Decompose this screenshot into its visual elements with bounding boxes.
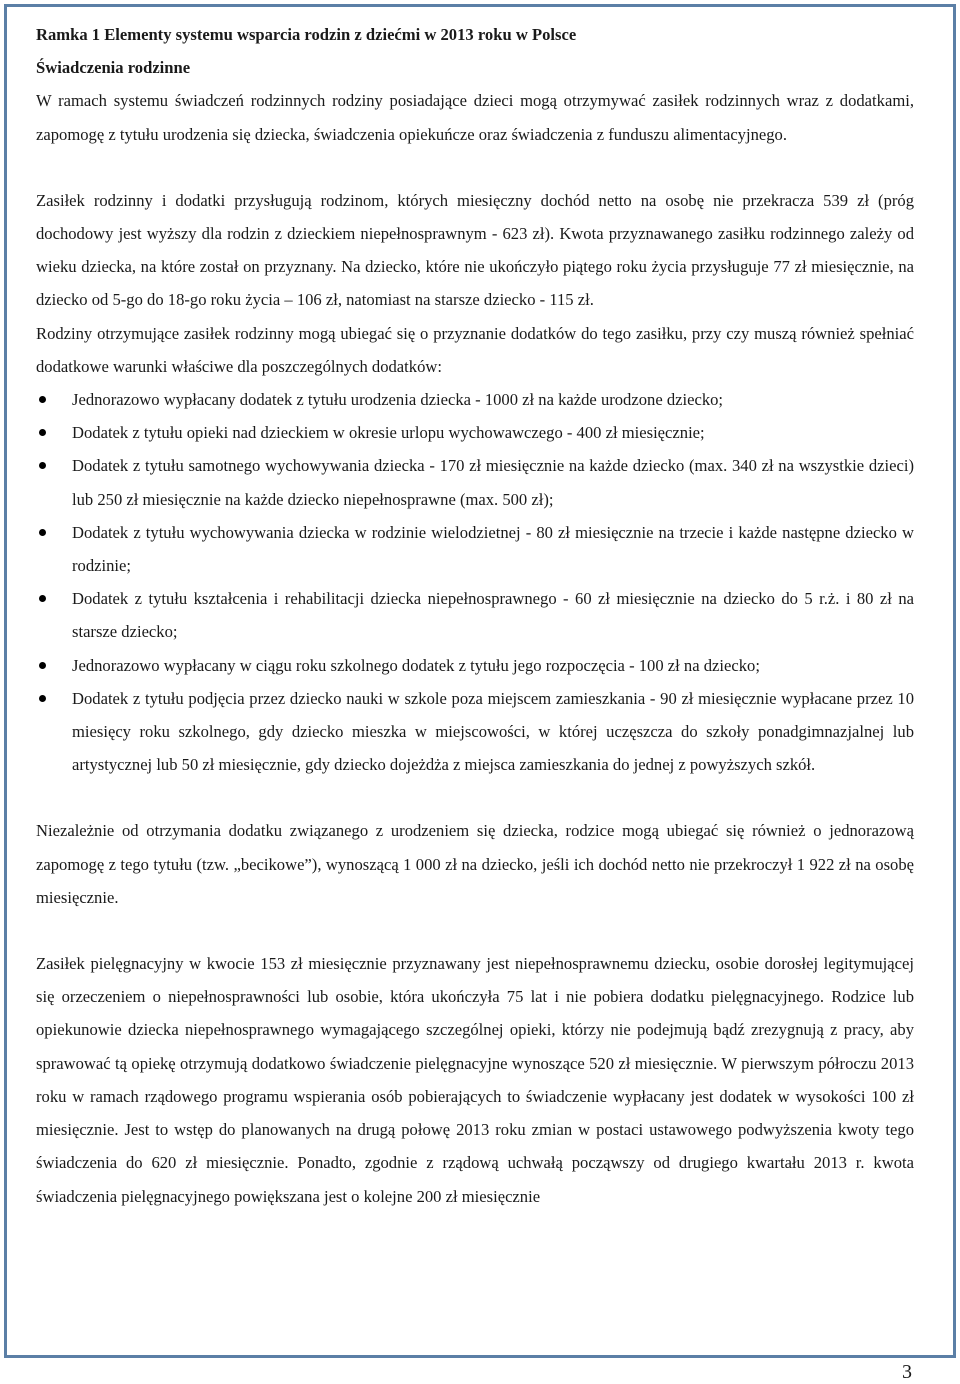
intro-paragraph: W ramach systemu świadczeń rodzinnych rodziny posiadające dzieci mogą otrzymywać zasiłek rodzinnych wraz z dodatkami, zapomogę z tytułu urodzenia się dziecka, świadczenia opiekuńcze oraz świadczenia z funduszu alimentacyjnego. xyxy=(36,91,914,144)
birth-grant-paragraph: Niezależnie od otrzymania dodatku związanego z urodzeniem się dziecka, rodzice mogą ubiegać się również o jednorazową zapomogę z tego tytułu (tzw. „becikowe”), wynoszącą 1 000 zł na dziecko, jeśli ich dochód netto nie przekroczył 1 922 zł na osobę miesięcznie. xyxy=(36,821,914,907)
list-item: Jednorazowo wypłacany w ciągu roku szkolnego dodatek z tytułu jego rozpoczęcia - 100 zł na dziecko; xyxy=(36,649,914,682)
list-item: Jednorazowo wypłacany dodatek z tytułu urodzenia dziecka - 1000 zł na każde urodzone dziecko; xyxy=(36,383,914,416)
list-item: Dodatek z tytułu samotnego wychowywania dziecka - 170 zł miesięcznie na każde dziecko (max. 340 zł na wszystkie dzieci) lub 250 zł miesięcznie na każde dziecko niepełnosprawne (max. 500 zł); xyxy=(36,449,914,515)
list-item: Dodatek z tytułu kształcenia i rehabilitacji dziecka niepełnosprawnego - 60 zł miesięcznie na dziecko do 5 r.ż. i 80 zł na starsze dziecko; xyxy=(36,582,914,648)
list-item: Dodatek z tytułu opieki nad dzieckiem w okresie urlopu wychowawczego - 400 zł miesięcznie; xyxy=(36,416,914,449)
care-allowance-paragraph: Zasiłek pielęgnacyjny w kwocie 153 zł miesięcznie przyznawany jest niepełnosprawnemu dziecku, osobie dorosłej legitymującej się orzeczeniem o niepełnosprawności lub osobie, która ukończyła 75 lat i nie pobiera dodatku pielęgnacyjnego. Rodzice lub opiekunowie dziecka niepełnosprawnego wymagającego szczególnej opieki, którzy nie podejmują bądź zrezygnują z pracy, aby sprawować tą opiekę otrzymują dodatkowo świadczenie pielęgnacyjne wynoszące 520 zł miesięcznie. W pierwszym półroczu 2013 roku w ramach rządowego programu wspierania osób pobierających to świadczenie wypłacany jest dodatek w wysokości 100 zł miesięcznie. Jest to wstęp do planowanych na drugą połowę 2013 roku zmian w postaci ustawowego podwyższenia kwoty tego świadczenia do 620 zł miesięcznie. Ponadto, zgodnie z rządową uchwałą począwszy od drugiego kwartału 2013 r. kwota świadczenia pielęgnacyjnego powiększana jest o kolejne 200 zł miesięcznie xyxy=(36,954,914,1206)
supplements-list xyxy=(36,383,914,781)
list-item: Dodatek z tytułu podjęcia przez dziecko nauki w szkole poza miejscem zamieszkania - 90 zł miesięcznie wypłacane przez 10 miesięcy roku szkolnego, gdy dziecko mieszka w miejscowości, w której uczęszcza do szkoły ponadgimnazjalnej lub artystycznej lub 50 zł miesięcznie, gdy dziecko dojeżdża z miejsca zamieszkania do jednej z powyższych szkół. xyxy=(36,682,914,782)
page-number: 3 xyxy=(902,1361,912,1383)
list-item: Dodatek z tytułu wychowywania dziecka w rodzinie wielodzietnej - 80 zł miesięcznie na trzecie i każde następne dziecko w rodzinie; xyxy=(36,516,914,582)
box-content xyxy=(36,18,914,1213)
supplements-intro-paragraph: Rodziny otrzymujące zasiłek rodzinny mogą ubiegać się o przyznanie dodatków do tego zasiłku, przy czy muszą również spełniać dodatkowe warunki właściwe dla poszczególnych dodatków: xyxy=(36,323,914,376)
spacer xyxy=(36,914,914,947)
family-allowance-paragraph: Zasiłek rodzinny i dodatki przysługują rodzinom, których miesięczny dochód netto na osobę nie przekracza 539 zł (próg dochodowy jest wyższy dla rodzin z dzieckiem niepełnosprawnym - 623 zł). Kwota przyznawanego zasiłku rodzinnego zależy od wieku dziecka, na które został on przyznany. Na dziecko, które nie ukończyło piątego roku życia przysługuje 77 zł miesięcznie, na dziecko od 5-go do 18-go roku życia – 106 zł, natomiast na starsze dziecko - 115 zł. xyxy=(36,190,914,310)
spacer xyxy=(36,781,914,814)
box-title: Ramka 1 Elementy systemu wsparcia rodzin z dziećmi w 2013 roku w Polsce xyxy=(36,25,577,44)
section-heading: Świadczenia rodzinne xyxy=(36,58,191,78)
spacer xyxy=(36,151,914,184)
